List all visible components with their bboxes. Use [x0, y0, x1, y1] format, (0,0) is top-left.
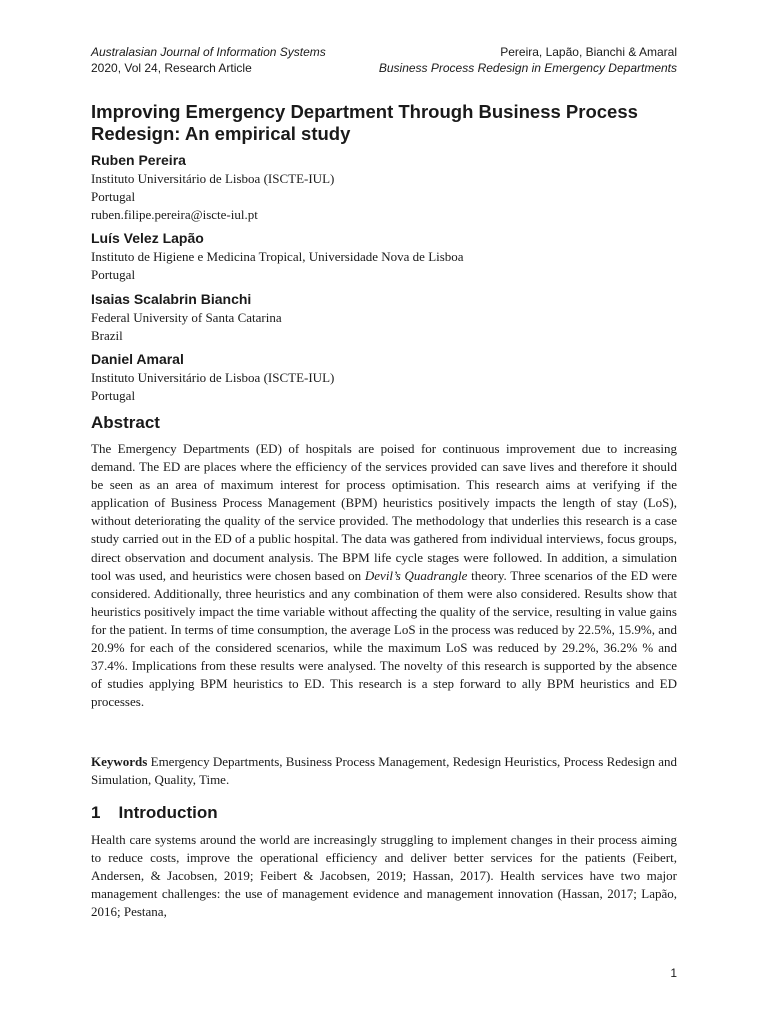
- author-affiliation: Instituto Universitário de Lisboa (ISCTE-IUL): [91, 171, 335, 186]
- abstract-text-1: The Emergency Departments (ED) of hospitals are poised for continuous improvement due to increasing demand. The ED are places where the efficiency of the services provided can save lives and therefore it should be seen as an area of maximum interest for process optimisation. This research aims at verifying if the application of Business Process Management (BPM) heuristics positively impacts the length of stay (LoS), without deteriorating the quality of the service provided. The methodology that underlies this research is a case study carried out in the ED of a public hospital. The data was gathered from individual interviews, focus groups, direct observation and document analysis. The BPM life cycle stages were followed. In addition, a simulation tool was used, and heuristics were chosen based on: [91, 441, 677, 583]
- journal-name: Australasian Journal of Information Systems: [91, 45, 326, 59]
- section-number: 1: [91, 803, 101, 822]
- running-title: Business Process Redesign in Emergency Departments: [378, 61, 677, 75]
- author-1: [91, 151, 677, 224]
- keywords: [91, 753, 677, 789]
- authors-short: Pereira, Lapão, Bianchi & Amaral: [500, 45, 677, 59]
- page-number: 1: [670, 966, 677, 980]
- keywords-text: Emergency Departments, Business Process Management, Redesign Heuristics, Process Redesign and Simulation, Quality, Time.: [91, 754, 678, 788]
- author-country: Portugal: [91, 267, 136, 282]
- author-name: Daniel Amaral: [91, 351, 184, 367]
- author-affiliation: Instituto Universitário de Lisboa (ISCTE-IUL): [91, 370, 335, 385]
- abstract-heading: Abstract: [91, 413, 160, 432]
- author-name: Luís Velez Lapão: [91, 230, 204, 246]
- author-country: Portugal: [91, 189, 136, 204]
- keywords-label: Keywords: [91, 754, 148, 769]
- introduction-paragraph: Health care systems around the world are increasingly struggling to implement changes in their process aiming to reduce costs, improve the operational efficiency and deliver better services for the patients (Feibert, Andersen, & Jacobsen, 2019; Feibert & Jacobsen, 2019; Hassan, 2017). Health services have two major management challenges: the use of management evidence and management innovation (Hassan, 2017; Lapão, 2016; Pestana,: [91, 832, 677, 920]
- author-4: [91, 350, 677, 405]
- author-2: [91, 229, 677, 284]
- author-affiliation: Federal University of Santa Catarina: [91, 310, 282, 325]
- author-country: Brazil: [91, 328, 123, 343]
- section-title: Introduction: [118, 803, 218, 822]
- abstract-italic-term: Devil’s Quadrangle: [364, 567, 468, 583]
- abstract-body: [91, 440, 677, 711]
- abstract-text-2: theory. Three scenarios of the ED were considered. Additionally, three heuristics and any combination of them were also considered. Results show that heuristics positively impact the time variable without affecting the quality of the service, resulting in value gains for the patient. In terms of time consumption, the average LoS in the process was reduced by 22.5%, 15.9%, and 20.9% for each of the considered scenarios, while the maximum LoS was reduced by 29.2%, 36.2% % and 37.4%. Implications from these results were analysed. The novelty of this research is supported by the absence of studies applying BPM heuristics to ED. This research is a step forward to ally BPM heuristics and ED processes.: [91, 567, 678, 710]
- author-name: Isaias Scalabrin Bianchi: [91, 291, 252, 307]
- issue-info: 2020, Vol 24, Research Article: [91, 61, 252, 75]
- header-right: [379, 44, 677, 76]
- paper-title: Improving Emergency Department Through Business Process Redesign: An empirical study: [91, 101, 638, 144]
- paper-page: [91, 0, 677, 1024]
- author-name: Ruben Pereira: [91, 152, 186, 168]
- author-country: Portugal: [91, 388, 136, 403]
- author-affiliation: Instituto de Higiene e Medicina Tropical, Universidade Nova de Lisboa: [91, 249, 464, 264]
- author-3: [91, 290, 677, 345]
- header-left: [91, 44, 326, 76]
- section-heading-introduction: [91, 803, 218, 823]
- author-email[interactable]: ruben.filipe.pereira@iscte-iul.pt: [91, 207, 258, 222]
